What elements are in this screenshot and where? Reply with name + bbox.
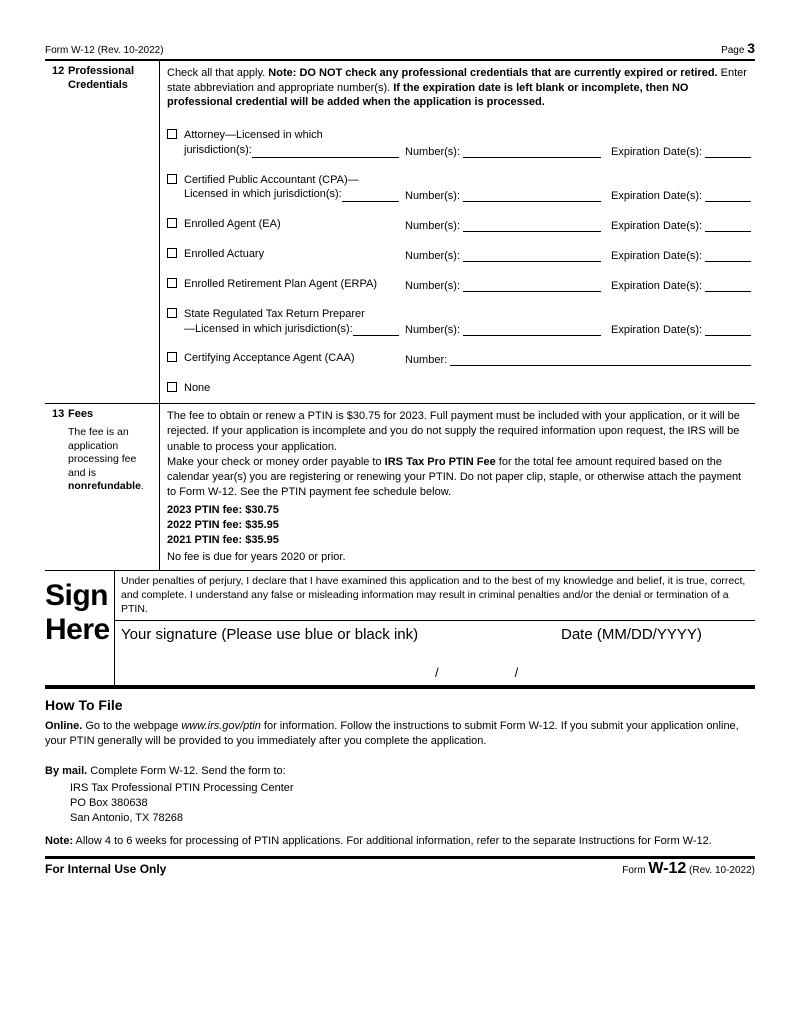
- credential-row-erpa: [167, 277, 751, 292]
- credential-row-caa: [167, 351, 751, 366]
- cpa-expiration-field[interactable]: [705, 192, 751, 202]
- signature-label: Your signature (Please use blue or black ink): [121, 626, 419, 644]
- instructions-part-4: If the expiration date is left blank or incomplete, then NO professional credential will be added when the application is processed.: [167, 81, 689, 109]
- numbers-label: Number(s):: [405, 220, 461, 233]
- none-checkbox[interactable]: [167, 382, 177, 392]
- state-regulated-jurisdiction-field[interactable]: [353, 326, 399, 336]
- mailing-address: [70, 781, 755, 826]
- online-instructions: Online. Go to the webpage www.irs.gov/ptin for information. Follow the instructions to submit Form W-12. If you submit your application online, your PTIN generally will be provided to you immediately after you complete the application.: [45, 720, 739, 748]
- enrolled-actuary-checkbox[interactable]: [167, 248, 177, 258]
- number-label: Number:: [405, 354, 448, 367]
- form-id-top: Form W-12 (Rev. 10-2022): [45, 45, 164, 56]
- address-line-1: IRS Tax Professional PTIN Processing Center: [70, 781, 294, 794]
- date-separator-1: /: [435, 665, 439, 681]
- enrolled-agent-expiration-field[interactable]: [705, 222, 751, 232]
- credential-row-state-regulated: [167, 307, 751, 337]
- erpa-numbers-field[interactable]: [463, 282, 601, 292]
- mail-instructions: By mail. Complete Form W-12. Send the form to:: [45, 765, 286, 778]
- fees-side-note: The fee is an application processing fee and is nonrefundable.: [68, 425, 144, 493]
- fee-2022: 2022 PTIN fee: $35.95: [167, 519, 279, 532]
- enrolled-actuary-label: Enrolled Actuary: [184, 248, 265, 261]
- credential-row-cpa: [167, 173, 751, 203]
- credential-row-attorney: [167, 128, 751, 158]
- section-13-label: [45, 404, 160, 570]
- section-13-title: Fees: [68, 408, 94, 421]
- instructions-part-3: Enter state abbreviation and appropriate number(s).: [167, 67, 747, 94]
- section-12-instructions: [167, 66, 751, 110]
- fees-paragraph-1: The fee to obtain or renew a PTIN is $30.75 for 2023. Full payment must be included with your application, or it will be rejected. If your application is incomplete and you do not supply the required information upon request, the IRS will be unable to process your application.: [167, 410, 740, 453]
- credential-row-enrolled-actuary: [167, 247, 751, 262]
- address-line-3: San Antonio, TX 78268: [70, 811, 183, 824]
- caa-checkbox[interactable]: [167, 352, 177, 362]
- fee-2021: 2021 PTIN fee: $35.95: [167, 533, 279, 546]
- credential-row-enrolled-agent: [167, 217, 751, 232]
- expiration-label: Expiration Date(s):: [611, 190, 703, 203]
- numbers-label: Number(s):: [405, 249, 461, 262]
- enrolled-agent-numbers-field[interactable]: [463, 222, 601, 232]
- section-12-content: [160, 61, 755, 403]
- page-number: [721, 40, 755, 56]
- instructions-part-2: Note: DO NOT check any professional credentials that are currently expired or retired.: [268, 67, 721, 79]
- attorney-expiration-field[interactable]: [705, 148, 751, 158]
- expiration-label: Expiration Date(s):: [611, 279, 703, 292]
- form-body: [45, 59, 755, 689]
- credential-rows: [167, 128, 751, 396]
- enrolled-actuary-expiration-field[interactable]: [705, 252, 751, 262]
- page-label: Page: [721, 45, 745, 56]
- section-13-content: [160, 404, 755, 570]
- signature-labels-row: [115, 621, 755, 643]
- expiration-label: Expiration Date(s):: [611, 145, 703, 158]
- expiration-label: Expiration Date(s):: [611, 249, 703, 262]
- state-regulated-checkbox[interactable]: [167, 308, 177, 318]
- signature-field[interactable]: [115, 665, 435, 680]
- attorney-label: Attorney—Licensed in which: [184, 128, 323, 141]
- state-regulated-label: State Regulated Tax Return Preparer: [184, 307, 365, 320]
- enrolled-actuary-numbers-field[interactable]: [463, 252, 601, 262]
- section-12-number: 12: [52, 65, 65, 77]
- state-regulated-numbers-field[interactable]: [463, 326, 601, 336]
- how-to-file-heading: How To File: [45, 697, 123, 714]
- attorney-jurisdiction-field[interactable]: [252, 148, 399, 158]
- attorney-label-2: jurisdiction(s):: [184, 143, 252, 156]
- section-12-title: Professional Credentials: [68, 65, 135, 91]
- cpa-label-2: Licensed in which jurisdiction(s):: [184, 188, 342, 201]
- date-field[interactable]: [435, 665, 755, 680]
- page-header: [45, 40, 755, 59]
- enrolled-agent-label: Enrolled Agent (EA): [184, 218, 281, 231]
- processing-note: Note: Allow 4 to 6 weeks for processing of PTIN applications. For additional information, refer to the separate Instructions for Form W-12.: [45, 835, 712, 848]
- caa-label: Certifying Acceptance Agent (CAA): [184, 352, 355, 365]
- section-13-fees: [45, 404, 755, 571]
- section-12-label: [45, 61, 160, 403]
- fee-2023: 2023 PTIN fee: $30.75: [167, 504, 279, 517]
- date-separator-2: /: [514, 665, 519, 681]
- fee-schedule: [167, 503, 751, 548]
- credential-row-none: [167, 381, 751, 396]
- expiration-label: Expiration Date(s):: [611, 324, 703, 337]
- expiration-label: Expiration Date(s):: [611, 220, 703, 233]
- attorney-numbers-field[interactable]: [463, 148, 601, 158]
- form-id-bottom: Form W-12 (Rev. 10-2022): [622, 860, 755, 878]
- page-footer: [45, 859, 755, 878]
- cpa-checkbox[interactable]: [167, 174, 177, 184]
- cpa-numbers-field[interactable]: [463, 192, 601, 202]
- irs-ptin-url: www.irs.gov/ptin: [181, 720, 261, 733]
- caa-number-field[interactable]: [450, 356, 751, 366]
- sign-here-label: Sign Here: [45, 571, 115, 686]
- enrolled-agent-checkbox[interactable]: [167, 218, 177, 228]
- how-to-file-section: [45, 689, 755, 849]
- cpa-jurisdiction-field[interactable]: [342, 192, 399, 202]
- none-label: None: [184, 382, 211, 395]
- numbers-label: Number(s):: [405, 190, 461, 203]
- cpa-label: Certified Public Accountant (CPA)—: [184, 173, 359, 186]
- no-fee-note: No fee is due for years 2020 or prior.: [167, 550, 346, 563]
- page-number-value: 3: [747, 40, 755, 56]
- instructions-part-1: Check all that apply.: [167, 67, 269, 79]
- fees-paragraph-2: Make your check or money order payable to IRS Tax Pro PTIN Fee for the total fee amount required based on the calendar year(s) you are registering or renewing your PTIN. Do not paper clip, staple, or otherwise attach the payment to Form W-12. See the PTIN payment fee schedule below.: [167, 455, 742, 499]
- section-13-number: 13: [52, 408, 65, 421]
- numbers-label: Number(s):: [405, 145, 461, 158]
- numbers-label: Number(s):: [405, 324, 461, 337]
- address-line-2: PO Box 380638: [70, 796, 148, 809]
- erpa-label: Enrolled Retirement Plan Agent (ERPA): [184, 277, 377, 290]
- erpa-checkbox[interactable]: [167, 278, 177, 288]
- numbers-label: Number(s):: [405, 279, 461, 292]
- perjury-statement: Under penalties of perjury, I declare that I have examined this application and to the best of my knowledge and belief, it is true, correct, and complete. I understand any false or misleading information may result in criminal penalties and/or the denial or termination of a PTIN.: [115, 571, 755, 622]
- internal-use-label: For Internal Use Only: [45, 862, 167, 877]
- attorney-checkbox[interactable]: [167, 129, 177, 139]
- section-12-professional-credentials: [45, 61, 755, 404]
- date-label: Date (MM/DD/YYYY): [561, 626, 702, 644]
- erpa-expiration-field[interactable]: [705, 282, 751, 292]
- signature-section: [45, 571, 755, 688]
- state-regulated-label-2: —Licensed in which jurisdiction(s):: [184, 322, 353, 335]
- state-regulated-expiration-field[interactable]: [705, 326, 751, 336]
